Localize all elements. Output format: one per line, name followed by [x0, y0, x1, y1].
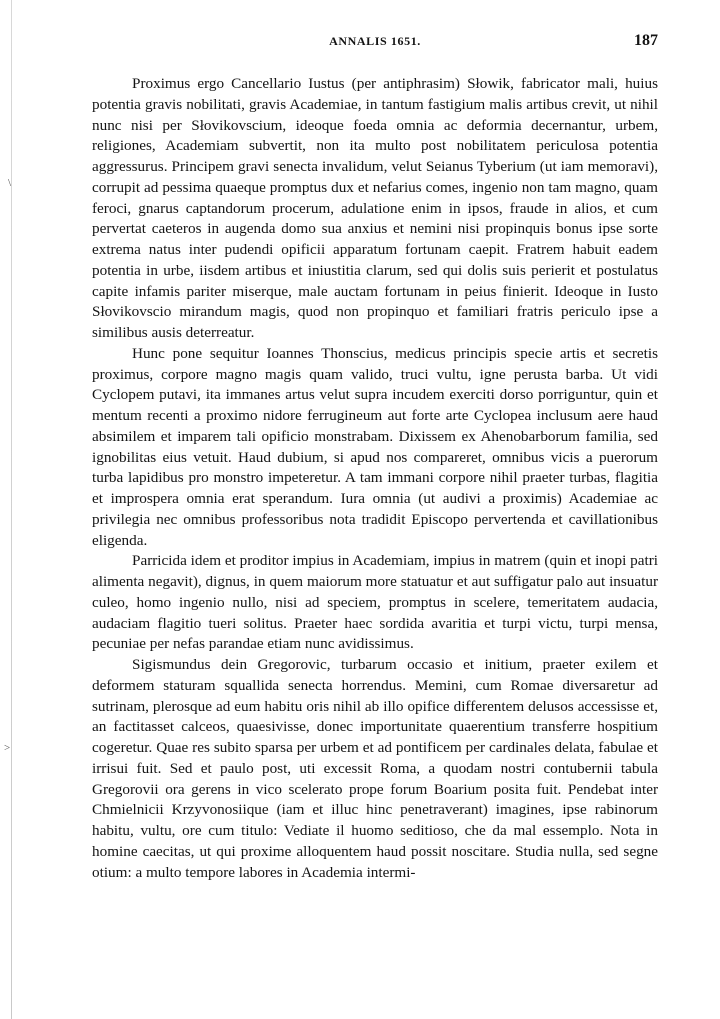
margin-arrow-mark: >	[4, 742, 11, 754]
binding-gutter-line	[11, 0, 12, 1019]
paragraph-gregorovic: Sigismundus dein Gregorovic, turbarum occasio et initium, praeter exilem et deformem staturam squallida senecta horrendus. Memini, cum Romae diversaretur ad sutrinam, plerosque ad eum habitu oris nihil ab illo opifice differentem delusos accessisse et, an factitasset calceos, quaesivisse, donec importunitate quaerentium transferre hospitium cogeretur. Quae res subito sparsa per urbem et ad pontificem per cardinales delata, fabulae et irrisui fuit. Sed et paulo post, uti excessit Roma, a quodam nostri contubernii tabula Gregorovii ora gerens in vico scelerato prope forum Boarium posita fuit. Pendebat inter Chmielnicii Krzyvonosiique (iam et illuc hinc penetraverant) imagines, ipse rabinorum habitu, vultu, ore cum titulo: Vediate il huomo seditioso, che da mal essemplo. Nota in homine caecitas, ut qui proxime alloquentem haud possit noscitare. Studia nulla, sed segne otium: a multo tempore labores in Academia intermi-	[92, 656, 658, 881]
paragraph-slowik: Proximus ergo Cancellario Iustus (per antiphrasim) Słowik, fabricator mali, huius potentia gravis nobilitati, gravis Academiae, in tantum fastigium malis artibus crevit, ut nihil nunc nisi per Słovikovscium, ideoque foeda omnia ac deformia decernantur, urbem, religiones, Academiam subvertit, non ita multo post nobilitatem periculosa potentia aggressurus. Principem gravi senecta invalidum, velut Seianus Tyberium (ut iam memoravi), corrupit ad pessima quaeque promptus dux et nefarius comes, ingenio non tam magno, quam feroci, gnarus captandorum procerum, adulatione enim in ipsos, fraude in alios, et cum pervertat caeteros in augenda domo sua anxius et nemini nisi propinquis bonus ipse sorte extrema natus inter pudendi opificii apparatum fortunam caepit. Fratrem habuit eadem potentia in urbe, iisdem artibus et iniustitia clarum, sed qui dolis suis perierit et postulatus capite infamis pariter miserque, male auctam fortunam in peius finierit. Ideoque in Iusto Słovikovscio mirandum magis, quod non propinquo et familiari fratris periculo ipse a similibus ausis deterreatur.	[92, 75, 658, 341]
paragraph-thonscius: Hunc pone sequitur Ioannes Thonscius, medicus principis specie artis et secretis proximus, corpore magno magis quam valido, truci vultu, igne perusta barba. Ut vidi Cyclopem putavi, ita immanes artus velut supra incudem exerciti dorso porriguntur, quin et mentum recenti a proximo nidore ferrugineum aut forte arte Cyclopea inclusum aere haud absimilem et imparem tali opificio monstrabam. Dixissem ex Ahenobarborum familia, sed ignobilitas eius vetuit. Haud dubium, si apud nos compareret, omnibus vicis a puerorum turba lapidibus pro monstro impeteretur. A tam immani corpore nihil praeter turbas, flagitia et improspera omnia erat sperandum. Iura omnia (ut audivi a proximis) Academiae ac privilegia nec omnibus professoribus nota tradidit Episcopo pervertenda et cavillationibus eligenda.	[92, 344, 658, 549]
running-head: ANNALIS 1651.	[329, 34, 421, 48]
margin-tick-mark: \	[8, 177, 12, 189]
page-number: 187	[634, 32, 658, 49]
text-block	[92, 74, 658, 883]
page-header	[92, 34, 658, 54]
paragraph-parricida: Parricida idem et proditor impius in Academiam, impius in matrem (quin et inopi patri alimenta negavit), dignus, in quem maiorum more statuatur et aut suffigatur palo aut insuatur culeo, homo ingenio nullo, nisi ad speciem, promptus in scelere, temeritatem audacia, audaciam flagitio tueri solitus. Praeter haec sordida avaritia et turpi victu, turpi mensa, pecuniae per nefas parandae etiam nunc avidissimus.	[92, 552, 658, 653]
